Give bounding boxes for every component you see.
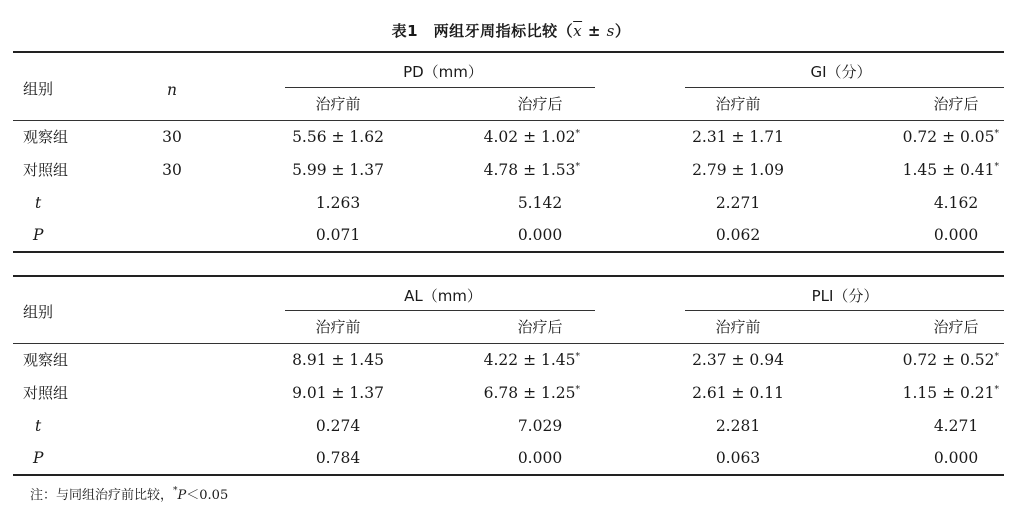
table1-t-pd-after: 5.142 xyxy=(517,194,563,212)
table1-bottom-rule xyxy=(13,251,1004,253)
table1-t-gi-before: 2.271 xyxy=(715,194,761,212)
table2-p-al-after: 0.000 xyxy=(517,449,563,467)
significance-mark: * xyxy=(994,352,999,362)
footnote-p: P xyxy=(177,488,187,503)
title-mean-symbol: $\overline{x}$ xyxy=(573,22,583,40)
table2-pli-before-header: 治疗前 xyxy=(715,318,761,336)
title-suffix: ） xyxy=(614,22,631,40)
table2-p-pli-after: 0.000 xyxy=(933,449,979,467)
table1-p-pd-before: 0.071 xyxy=(315,226,361,244)
table1-row1-label: 观察组 xyxy=(23,128,69,146)
table1-row2-gi-after: 1.45 ± 0.41* xyxy=(902,161,999,179)
title-sd-symbol: s xyxy=(606,22,615,40)
table1-pd-header: PD（mm） xyxy=(403,63,483,81)
table2-group-header: 组别 xyxy=(23,303,54,321)
table1-gi-after-header: 治疗后 xyxy=(933,95,979,113)
table2-row2-label: 对照组 xyxy=(23,384,69,402)
table2-row1-label: 观察组 xyxy=(23,351,69,369)
table1-row2-n: 30 xyxy=(162,161,182,179)
table1-gi-header: GI（分） xyxy=(810,63,872,81)
table2-t-pli-before: 2.281 xyxy=(715,417,761,435)
table2-p-label: P xyxy=(33,449,44,467)
table2-row1-pli-before: 2.37 ± 0.94 xyxy=(692,351,784,369)
significance-mark: * xyxy=(575,352,580,362)
table2-row1-pli-after: 0.72 ± 0.52* xyxy=(902,351,999,369)
table1-group-header: 组别 xyxy=(23,80,54,98)
table2-t-al-before: 0.274 xyxy=(315,417,361,435)
table2-p-al-before: 0.784 xyxy=(315,449,361,467)
table1-t-label: t xyxy=(35,194,42,212)
table1-row2-gi-before: 2.79 ± 1.09 xyxy=(692,161,784,179)
table2-row2-al-before: 9.01 ± 1.37 xyxy=(292,384,384,402)
table2-pli-after-header: 治疗后 xyxy=(933,318,979,336)
significance-mark: * xyxy=(994,162,999,172)
table1-p-pd-after: 0.000 xyxy=(517,226,563,244)
significance-mark: * xyxy=(575,162,580,172)
table1-n-header: n xyxy=(167,81,177,99)
significance-mark: * xyxy=(575,129,580,139)
table-footnote xyxy=(30,484,228,503)
table2-al-before-header: 治疗前 xyxy=(315,318,361,336)
table2-row2-al-after: 6.78 ± 1.25* xyxy=(483,384,580,402)
table2-p-pli-before: 0.063 xyxy=(715,449,761,467)
table2-pli-underline xyxy=(685,310,1004,311)
table2-row2-pli-after: 1.15 ± 0.21* xyxy=(902,384,999,402)
table2-t-label: t xyxy=(35,417,42,435)
table1-row2-pd-before: 5.99 ± 1.37 xyxy=(292,161,384,179)
table2-al-header: AL（mm） xyxy=(404,287,482,305)
significance-mark: * xyxy=(575,385,580,395)
table1-p-label: P xyxy=(33,226,44,244)
table1-pd-before-header: 治疗前 xyxy=(315,95,361,113)
table2-al-after-header: 治疗后 xyxy=(517,318,563,336)
table2-al-underline xyxy=(285,310,595,311)
table1-row1-gi-before: 2.31 ± 1.71 xyxy=(692,128,784,146)
table1-top-rule xyxy=(13,51,1004,53)
table1-t-pd-before: 1.263 xyxy=(315,194,361,212)
table2-t-pli-after: 4.271 xyxy=(933,417,979,435)
table1-pd-underline xyxy=(285,87,595,88)
table1-p-gi-before: 0.062 xyxy=(715,226,761,244)
table1-gi-before-header: 治疗前 xyxy=(715,95,761,113)
table2-row2-pli-before: 2.61 ± 0.11 xyxy=(692,384,784,402)
table1-row1-pd-before: 5.56 ± 1.62 xyxy=(292,128,384,146)
title-prefix: 表1 两组牙周指标比较（ xyxy=(391,22,574,40)
table2-row1-al-before: 8.91 ± 1.45 xyxy=(292,351,384,369)
significance-mark: * xyxy=(994,385,999,395)
table1-row1-n: 30 xyxy=(162,128,182,146)
footnote-text: 注：与同组治疗前比较， xyxy=(30,488,174,503)
table2-header-rule xyxy=(13,343,1004,344)
table1-gi-underline xyxy=(685,87,1004,88)
table1-header-rule xyxy=(13,120,1004,121)
table2-pli-header: PLI（分） xyxy=(811,287,879,305)
significance-mark: * xyxy=(994,129,999,139)
table1-t-gi-after: 4.162 xyxy=(933,194,979,212)
table1-row2-label: 对照组 xyxy=(23,161,69,179)
table1-pd-after-header: 治疗后 xyxy=(517,95,563,113)
table2-row1-al-after: 4.22 ± 1.45* xyxy=(483,351,580,369)
table-title xyxy=(0,20,1022,41)
title-plus-minus: ± xyxy=(582,22,607,40)
table1-p-gi-after: 0.000 xyxy=(933,226,979,244)
table2-bottom-rule xyxy=(13,474,1004,476)
table2-top-rule xyxy=(13,275,1004,277)
footnote-threshold: ＜0.05 xyxy=(186,488,229,503)
footnote-mark: * xyxy=(173,486,178,496)
table1-row1-gi-after: 0.72 ± 0.05* xyxy=(902,128,999,146)
table1-row2-pd-after: 4.78 ± 1.53* xyxy=(483,161,580,179)
table1-row1-pd-after: 4.02 ± 1.02* xyxy=(483,128,580,146)
table2-t-al-after: 7.029 xyxy=(517,417,563,435)
